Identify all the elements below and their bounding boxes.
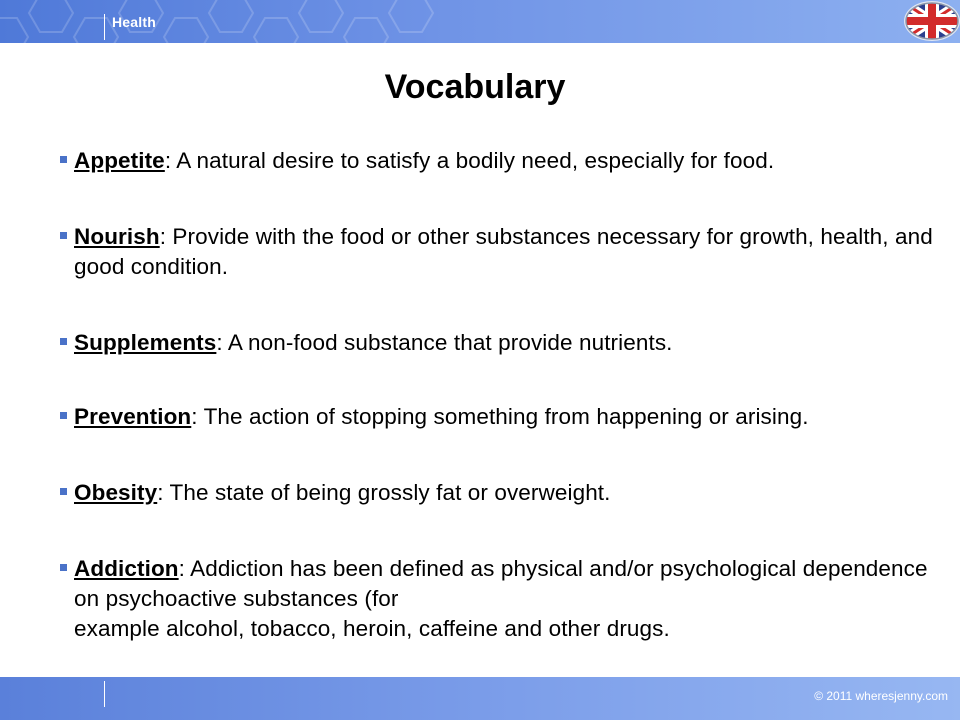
bullet-icon [60, 488, 67, 495]
bullet-icon [60, 412, 67, 419]
copyright-text: © 2011 wheresjenny.com [814, 689, 948, 703]
uk-flag-icon [900, 0, 960, 42]
vocab-definition: : A natural desire to satisfy a bodily need, especially for food. [164, 148, 775, 173]
footer-divider [104, 681, 105, 707]
bullet-icon [60, 338, 67, 345]
vocab-item-supplements [60, 328, 940, 358]
vocab-item-appetite [60, 146, 940, 176]
slide-title: Vocabulary [384, 68, 566, 106]
header-bar [0, 0, 960, 43]
bullet-icon [60, 564, 67, 571]
vocab-definition: : A non-food substance that provide nutrients. [216, 330, 673, 355]
vocab-definition: : Addiction has been defined as physical and/or psychological dependence on psychoactive substances (for [74, 556, 928, 611]
section-label: Health [112, 14, 156, 30]
vocab-item-prevention [60, 402, 940, 432]
vocab-term: Appetite [74, 148, 165, 173]
vocab-term: Nourish [74, 224, 160, 249]
vocab-definition: : Provide with the food or other substances necessary for growth, health, and good condition. [74, 224, 933, 279]
bullet-icon [60, 156, 67, 163]
vocab-item-nourish [60, 222, 940, 282]
vocab-item-obesity [60, 478, 940, 508]
header-divider [104, 14, 105, 40]
vocab-definition: : The state of being grossly fat or overweight. [157, 480, 611, 505]
footer-bar [0, 677, 960, 720]
vocab-item-addiction [60, 554, 940, 644]
vocab-definition-continued: example alcohol, tobacco, heroin, caffeine and other drugs. [74, 616, 670, 641]
vocab-term: Addiction [74, 556, 179, 581]
bullet-icon [60, 232, 67, 239]
vocab-term: Prevention [74, 404, 192, 429]
vocab-term: Supplements [74, 330, 217, 355]
vocab-definition: : The action of stopping something from happening or arising. [191, 404, 809, 429]
vocabulary-list [60, 146, 940, 644]
vocab-term: Obesity [74, 480, 158, 505]
